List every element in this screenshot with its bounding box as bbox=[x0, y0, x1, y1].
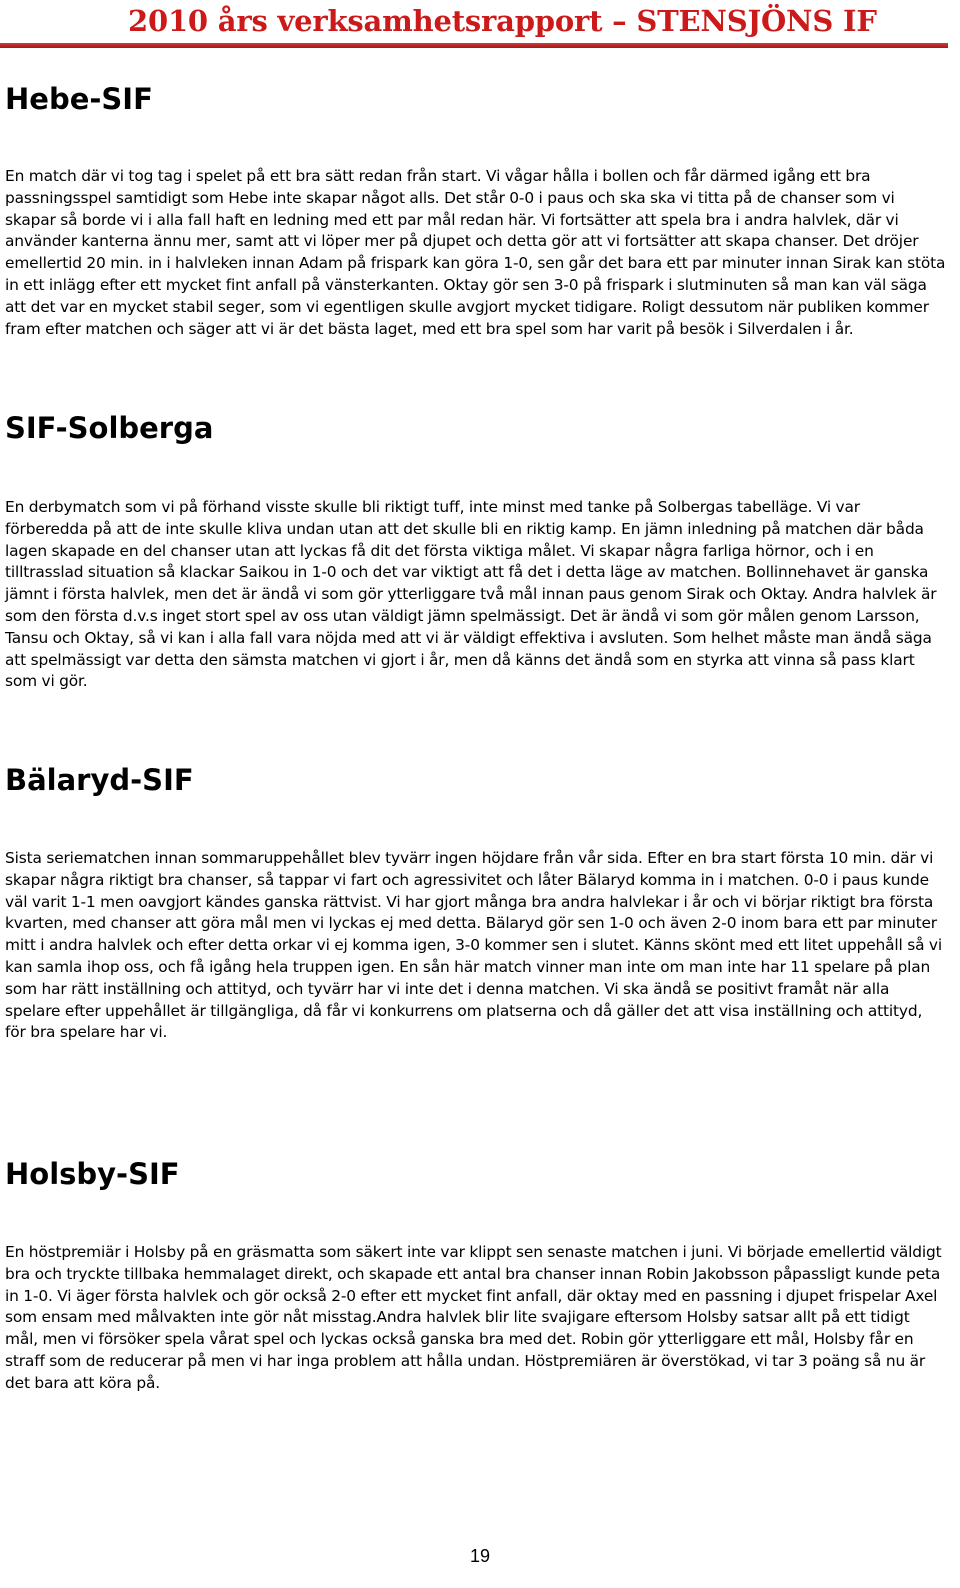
section-title-holsby-sif: Holsby-SIF bbox=[5, 1157, 180, 1191]
section-title-sif-solberga: SIF-Solberga bbox=[5, 411, 214, 445]
section-text-sif-solberga: En derbymatch som vi på förhand visste skulle bli riktigt tuff, inte minst med tanke på Solbergas tabelläge. Vi var förberedda på att de inte skulle kliva undan utan att det skulle bli en riktig kamp. En jämn inledning på matchen där båda lagen skapade en del chanser utan att lyckas få dit det första viktiga målet. Vi skapar några farliga hörnor, och i en tilltrasslad situation så klackar Saikou in 1-0 och det var viktigt att få det i detta läge av matchen. Bollinnehavet är ganska jämnt i första halvlek, men det är ändå vi som gör ytterliggare två mål innan paus genom Sirak och Oktay. Andra halvlek är som den första d.v.s inget stort spel av oss utan väldigt jämn spelmässigt. Det är ändå vi som gör målen genom Larsson, Tansu och Oktay, så vi kan i alla fall vara nöjda med att vi är väldigt effektiva i avsluten. Som helhet måste man ändå säga att spelmässigt var detta den sämsta matchen vi gjort i år, men då känns det ändå som en styrka att vinna så pass klart som vi gör. bbox=[5, 498, 937, 691]
section-text-holsby-sif: En höstpremiär i Holsby på en gräsmatta som säkert inte var klippt sen senaste matchen i juni. Vi började emellertid väldigt bra och tryckte tillbaka hemmalaget direkt, och skapade ett antal bra chanser innan Robin Jakobsson påpassligt kunde peta in 1-0. Vi äger första halvlek och gör också 2-0 efter ett mycket fint anfall, där oktay med en passning i djupet frispelar Axel som ensam med målvakten inte gör nåt misstag.Andra halvlek blir lite svajigare eftersom Holsby satsar allt på ett tidigt mål, men vi försöker spela vårat spel och lyckas också ganska bra med det. Robin gör ytterliggare ett mål, Holsby får en straff som de reducerar på men vi har inga problem att hålla undan. Höstpremiären är överstökad, vi tar 3 poäng så nu är det bara att köra på. bbox=[5, 1243, 942, 1392]
header-divider bbox=[0, 43, 948, 48]
page-number: 19 bbox=[469, 1546, 491, 1566]
section-text-balaryd-sif: Sista seriematchen innan sommaruppehållet blev tyvärr ingen höjdare från vår sida. Efter en bra start första 10 min. där vi skapar några riktigt bra chanser, så tappar vi fart och agressivitet och låter Bälaryd komma in i matchen. 0-0 i paus kunde väl varit 1-1 men oavgjort kändes ganska rättvist. Vi har gjort många bra andra halvlekar i år och vi börjar riktigt bra första kvarten, med chanser att göra mål men vi lyckas ej med detta. Bälaryd gör sen 1-0 och även 2-0 inom bara ett par minuter mitt i andra halvlek och efter detta orkar vi ej komma igen, 3-0 kommer sen i slutet. Känns skönt med ett litet uppehåll så vi kan samla ihop oss, och få igång hela truppen igen. En sån här match vinner man inte om man inte har 11 spelare på plan som har rätt inställning och attityd, och tyvärr har vi inte det i denna matchen. Vi ska ändå se positivt framåt när alla spelare efter uppehållet är tillgängliga, då får vi konkurrens om platserna och då gäller det att visa inställning och attityd, för bra spelare har vi. bbox=[5, 849, 942, 1042]
section-text-hebe-sif: En match där vi tog tag i spelet på ett bra sätt redan från start. Vi vågar hålla i bollen och får därmed igång ett bra passningsspel samtidigt som Hebe inte skapar något alls. Det står 0-0 i paus och ska ska vi titta på de chanser som vi skapar så borde vi i alla fall haft en ledning med ett par mål redan här. Vi fortsätter att spela bra i andra halvlek, där vi använder kanterna ännu mer, samt att vi löper mer på djupet och detta gör att vi fortsätter att skapa chanser. Det dröjer emellertid 20 min. in i halvleken innan Adam på frispark kan göra 1-0, sen går det bara ett par minuter innan Sirak kan stöta in ett inlägg efter ett mycket fint anfall på vänsterkanten. Oktay gör sen 3-0 på frispark i slutminuten så man kan väl säga att det var en mycket stabil seger, som vi egentligen skulle avgjort mycket tidigare. Roligt dessutom när publiken kommer fram efter matchen och säger att vi är det bästa laget, med ett bra spel som har varit på besök i Silverdalen i år. bbox=[5, 167, 946, 338]
section-title-balaryd-sif: Bälaryd-SIF bbox=[5, 763, 194, 797]
section-title-hebe-sif: Hebe-SIF bbox=[5, 82, 153, 116]
report-header-title: 2010 års verksamhetsrapport – STENSJÖNS IF bbox=[128, 4, 877, 38]
